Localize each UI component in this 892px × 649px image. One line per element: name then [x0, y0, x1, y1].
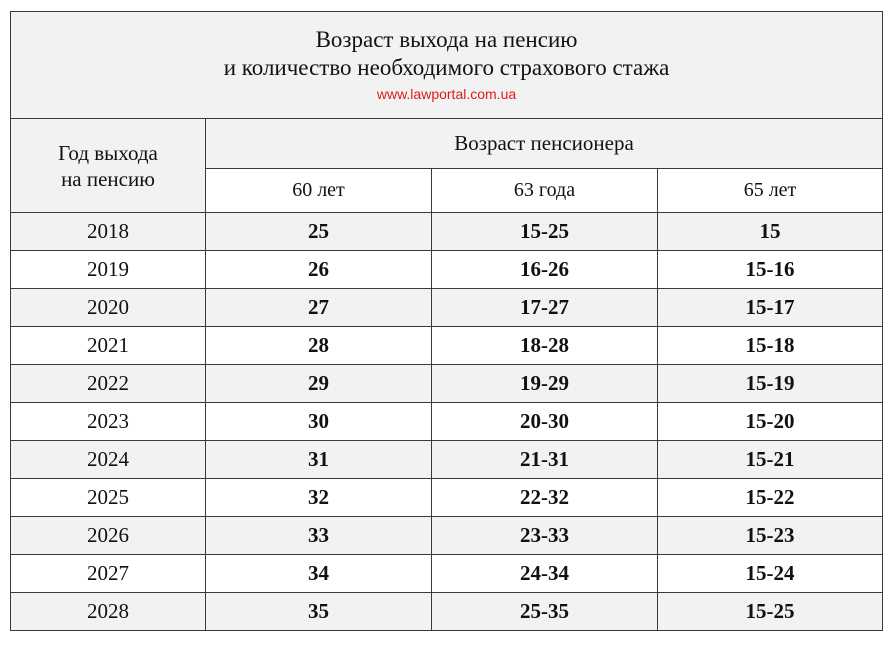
cell-age-60: 25 — [206, 213, 432, 251]
cell-age-65: 15-20 — [658, 403, 883, 441]
cell-age-63: 22-32 — [432, 479, 658, 517]
cell-age-63: 23-33 — [432, 517, 658, 555]
cell-age-65: 15-23 — [658, 517, 883, 555]
table-title — [11, 12, 883, 119]
pension-table-container — [10, 11, 882, 631]
table-row — [11, 289, 883, 327]
cell-age-60: 34 — [206, 555, 432, 593]
cell-age-63: 16-26 — [432, 251, 658, 289]
cell-age-63: 21-31 — [432, 441, 658, 479]
cell-age-60: 32 — [206, 479, 432, 517]
header-row-1 — [11, 119, 883, 169]
table-row — [11, 365, 883, 403]
cell-age-60: 26 — [206, 251, 432, 289]
cell-age-60: 28 — [206, 327, 432, 365]
table-body — [11, 213, 883, 631]
cell-year: 2019 — [11, 251, 206, 289]
cell-age-63: 15-25 — [432, 213, 658, 251]
cell-year: 2026 — [11, 517, 206, 555]
table-row — [11, 555, 883, 593]
cell-age-63: 18-28 — [432, 327, 658, 365]
header-age-60: 60 лет — [206, 169, 432, 213]
cell-age-63: 20-30 — [432, 403, 658, 441]
cell-year: 2020 — [11, 289, 206, 327]
title-line-1: Возраст выхода на пенсию — [315, 27, 578, 52]
cell-year: 2025 — [11, 479, 206, 517]
cell-age-60: 31 — [206, 441, 432, 479]
cell-age-63: 17-27 — [432, 289, 658, 327]
table-row — [11, 327, 883, 365]
header-age-65: 65 лет — [658, 169, 883, 213]
table-row — [11, 517, 883, 555]
cell-age-65: 15-16 — [658, 251, 883, 289]
cell-age-65: 15-17 — [658, 289, 883, 327]
title-row — [11, 12, 883, 119]
cell-age-60: 35 — [206, 593, 432, 631]
header-age-group: Возраст пенсионера — [206, 119, 883, 169]
cell-year: 2023 — [11, 403, 206, 441]
table-row — [11, 441, 883, 479]
table-row — [11, 251, 883, 289]
table-row — [11, 479, 883, 517]
header-year-line-2: на пенсию — [61, 166, 155, 191]
cell-age-63: 24-34 — [432, 555, 658, 593]
cell-age-60: 27 — [206, 289, 432, 327]
header-age-63: 63 года — [432, 169, 658, 213]
cell-year: 2027 — [11, 555, 206, 593]
table-row — [11, 593, 883, 631]
pension-table — [10, 11, 883, 631]
cell-year: 2028 — [11, 593, 206, 631]
cell-age-65: 15-22 — [658, 479, 883, 517]
header-year-line-1: Год выхода — [58, 140, 158, 165]
cell-age-65: 15-25 — [658, 593, 883, 631]
source-url: www.lawportal.com.ua — [376, 86, 517, 102]
cell-age-65: 15 — [658, 213, 883, 251]
cell-year: 2022 — [11, 365, 206, 403]
cell-age-63: 19-29 — [432, 365, 658, 403]
cell-year: 2024 — [11, 441, 206, 479]
cell-age-63: 25-35 — [432, 593, 658, 631]
table-row — [11, 403, 883, 441]
cell-age-60: 30 — [206, 403, 432, 441]
cell-age-65: 15-24 — [658, 555, 883, 593]
cell-age-60: 33 — [206, 517, 432, 555]
cell-year: 2021 — [11, 327, 206, 365]
title-line-2: и количество необходимого страхового стажа — [223, 55, 670, 80]
cell-age-65: 15-18 — [658, 327, 883, 365]
cell-year: 2018 — [11, 213, 206, 251]
cell-age-65: 15-19 — [658, 365, 883, 403]
cell-age-60: 29 — [206, 365, 432, 403]
cell-age-65: 15-21 — [658, 441, 883, 479]
table-row — [11, 213, 883, 251]
header-year — [11, 119, 206, 213]
